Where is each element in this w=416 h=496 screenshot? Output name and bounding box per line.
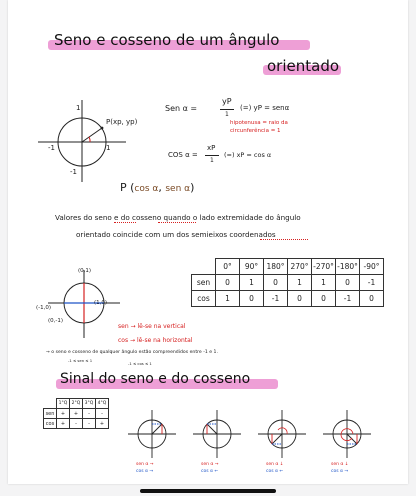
page-title: Seno e cosseno de um ângulo — [54, 31, 280, 49]
table-header-cell: -270° — [312, 259, 336, 275]
formula-sin-bar — [220, 109, 234, 110]
table-cell: -1 — [360, 275, 384, 291]
table-header-cell: -180° — [336, 259, 360, 275]
underline-cosseno — [158, 222, 196, 223]
note-interval: → o seno e cosseno de qualquer ângulo estão compreendidos entre -1 e 1. — [46, 350, 218, 355]
q4-sen-note: sen α ↓ — [331, 462, 349, 467]
values-table — [191, 258, 384, 307]
table-cell: 0 — [264, 275, 288, 291]
sign-cell: - — [83, 419, 96, 429]
coord-open: P ( — [120, 181, 135, 194]
quadrant-diagram-4 — [323, 408, 373, 458]
sign-row-label: cos — [44, 419, 57, 429]
row-label-cos: cos — [192, 291, 216, 307]
semiaxis-left-label: (-1,0) — [36, 305, 52, 311]
sign-header-row — [44, 399, 109, 409]
note-page — [8, 0, 408, 484]
sign-cell: - — [96, 409, 109, 419]
sign-header-cell: 4°Q — [96, 399, 109, 409]
q1-cos-note: cos α → — [136, 469, 154, 474]
table-header-cell: 0° — [216, 259, 240, 275]
semiaxis-top-label: (0,1) — [78, 268, 92, 274]
q3-cos-note: cos α ← — [266, 469, 284, 474]
formula-cos-num: xP — [207, 144, 216, 152]
q1-sen-note: sen α → — [136, 462, 154, 467]
table-cell: -1 — [264, 291, 288, 307]
section-2-title-wrap — [56, 371, 286, 393]
unit-circle-diagram — [38, 100, 128, 180]
table-row-sen — [192, 275, 384, 291]
sign-cell: - — [83, 409, 96, 419]
page-title-line-2: orientado — [267, 57, 340, 75]
underline-semieixos — [260, 239, 308, 240]
formula-cos-rhs: (=) xP = cos α — [224, 151, 272, 159]
sign-row-sen — [44, 409, 109, 419]
table-cell: 0 — [360, 291, 384, 307]
q2-sen-note: sen α → — [201, 462, 219, 467]
axis-label-bottom: -1 — [70, 168, 77, 176]
sign-cell: + — [57, 419, 70, 429]
coord-sep: , — [158, 181, 162, 194]
formula-sin-lhs: Sen α = — [165, 104, 198, 113]
q2-cos-note: cos α ← — [201, 469, 219, 474]
semiaxis-right-label: (1,0) — [94, 300, 108, 306]
sign-table — [43, 398, 109, 429]
formula-sin-note-text: hipotenusa = raio da circunferência = 1 — [230, 120, 288, 134]
table-cell: 0 — [240, 291, 264, 307]
sign-header-cell: 3°Q — [83, 399, 96, 409]
section-2-title: Sinal do seno e do cosseno — [60, 371, 251, 387]
title-line-2-wrap — [263, 57, 343, 79]
quadrant-diagram-1 — [128, 408, 178, 458]
table-cell: 0 — [288, 291, 312, 307]
table-row-cos — [192, 291, 384, 307]
axis-label-top: 1 — [76, 104, 81, 112]
formula-sin-note — [230, 120, 320, 135]
coord-close: ) — [190, 181, 195, 194]
table-cell: 1 — [312, 275, 336, 291]
sign-cell: + — [70, 409, 83, 419]
table-cell: 1 — [288, 275, 312, 291]
sign-header-cell: 1°Q — [57, 399, 70, 409]
table-cell: 1 — [216, 291, 240, 307]
table-cell: 0 — [336, 275, 360, 291]
title-line-1-wrap — [48, 31, 318, 53]
axis-label-right: 1 — [106, 144, 111, 152]
point-label: P(xp, yp) — [106, 118, 138, 126]
table-cell: 0 — [216, 275, 240, 291]
sign-row-cos — [44, 419, 109, 429]
q4-cos-note: cos α → — [331, 469, 349, 474]
coord-sen: sen α — [165, 184, 191, 194]
note-sen-vertical: sen → lê-se na vertical — [118, 323, 186, 330]
table-header-cell: 180° — [264, 259, 288, 275]
quadrant-diagram-3 — [258, 408, 308, 458]
formula-cos-den: 1 — [210, 157, 214, 164]
formula-cos-bar — [205, 155, 219, 156]
sign-cell: - — [70, 419, 83, 429]
table-header-cell — [192, 259, 216, 275]
sign-cell: + — [96, 419, 109, 429]
table-header-cell: 270° — [288, 259, 312, 275]
table-cell: 0 — [312, 291, 336, 307]
sign-header-cell: 2°Q — [70, 399, 83, 409]
note-interval-sen: -1 ≤ sen ≤ 1 — [68, 358, 93, 363]
sentence-line-2: orientado coincide com um dos semieixos coordenados — [76, 230, 276, 239]
coord-cos: cos α — [134, 184, 159, 194]
underline-seno — [114, 222, 136, 223]
semiaxes-circle-diagram — [48, 270, 128, 340]
table-cell: 1 — [240, 275, 264, 291]
table-cell: -1 — [336, 291, 360, 307]
sentence-line-1: Valores do seno e do cosseno quando o lado extremidade do ângulo — [55, 213, 301, 222]
q3-sen-note: sen α ↓ — [266, 462, 284, 467]
table-header-cell: -90° — [360, 259, 384, 275]
point-coordinates — [120, 181, 194, 194]
axis-label-left: -1 — [48, 144, 55, 152]
row-label-sen: sen — [192, 275, 216, 291]
note-interval-cos: -1 ≤ cos ≤ 1 — [128, 361, 152, 366]
table-header-cell: 90° — [240, 259, 264, 275]
sign-header-cell — [44, 399, 57, 409]
home-indicator[interactable] — [140, 489, 276, 493]
quadrant-diagram-2 — [193, 408, 243, 458]
note-cos-horizontal: cos → lê-se na horizontal — [118, 337, 193, 344]
sign-row-label: sen — [44, 409, 57, 419]
formula-sin-rhs: (=) yP = senα — [240, 104, 290, 112]
formula-sin-den: 1 — [225, 111, 229, 118]
sign-cell: + — [57, 409, 70, 419]
semiaxis-bottom-label: (0,-1) — [48, 318, 64, 324]
formula-cos-lhs: COS α = — [168, 151, 198, 159]
formula-sin-num: yP — [222, 97, 232, 106]
table-header-row — [192, 259, 384, 275]
